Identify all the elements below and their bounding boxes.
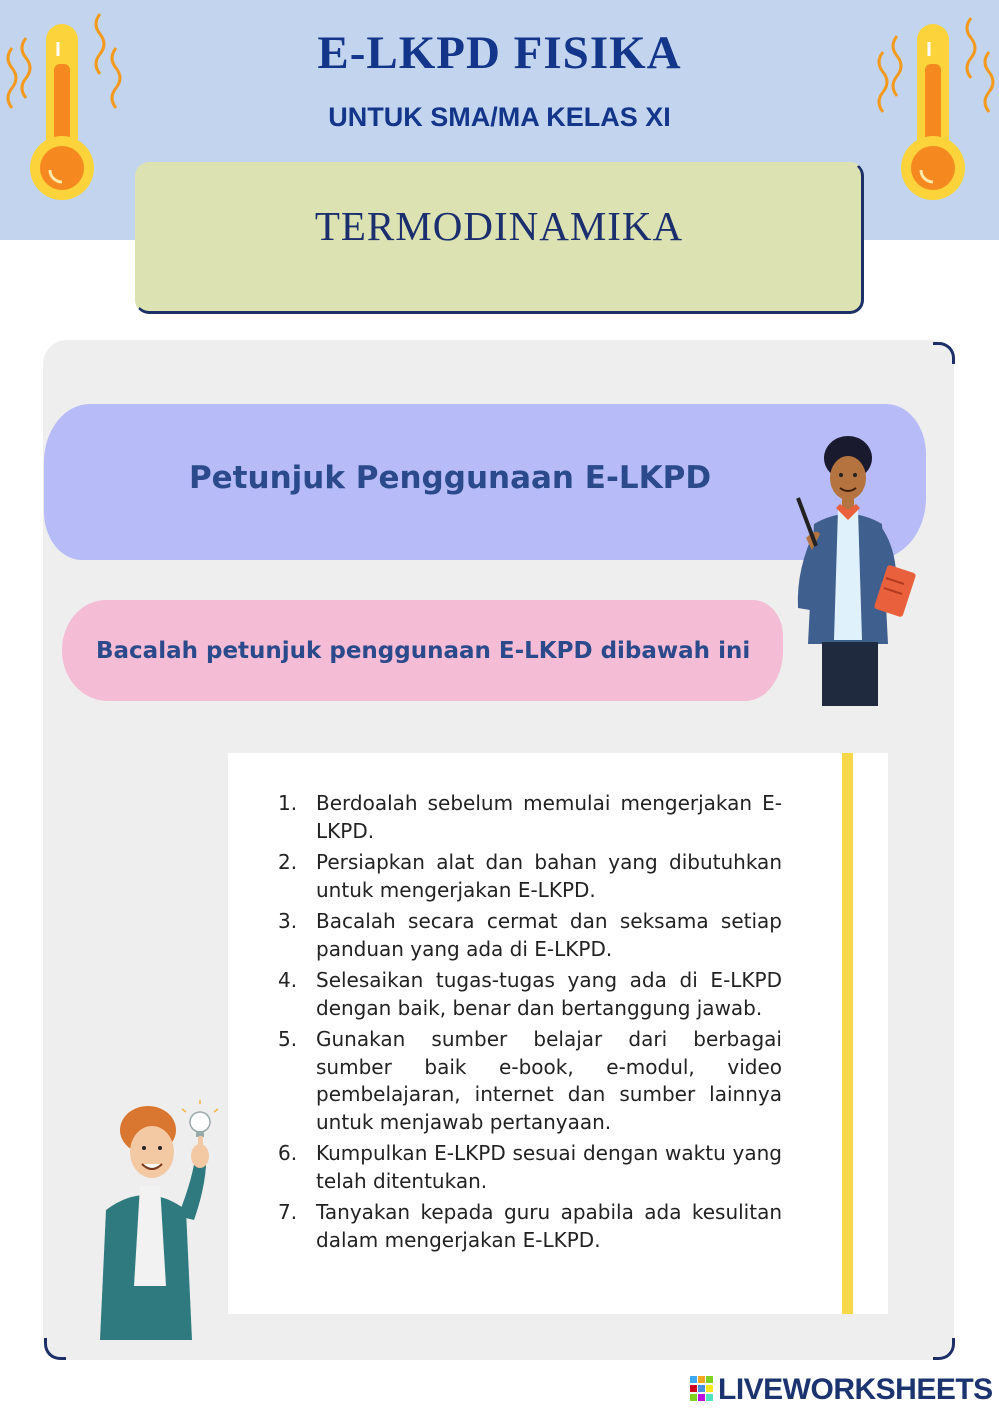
list-item: 5. Gunakan sumber belajar dari berbagai sumber baik e-book, e-modul, video pembelajaran, internet dan sumber lainnya untuk menjawab pertanyaan. — [278, 1027, 782, 1134]
brand-name: LIVEWORKSHEETS — [718, 1373, 993, 1406]
steps-list — [276, 790, 782, 1258]
idea-boy-illustration — [96, 1100, 226, 1340]
instruction-text: Bacalah petunjuk penggunaan E-LKPD dibawah ini — [96, 638, 751, 664]
decorative-bar — [842, 753, 853, 1314]
list-item: 2. Persiapkan alat dan bahan yang dibutuhkan untuk mengerjakan E-LKPD. — [278, 850, 782, 902]
topic-box — [135, 162, 864, 314]
list-item: 7. Tanyakan kepada guru apabila ada kesulitan dalam mengerjakan E-LKPD. — [278, 1200, 782, 1252]
page-title: E-LKPD FISIKA — [317, 27, 682, 79]
page-subtitle: UNTUK SMA/MA KELAS XI — [328, 102, 671, 132]
teacher-illustration — [786, 428, 926, 708]
liveworksheets-brand[interactable] — [690, 1372, 993, 1408]
list-item: 6. Kumpulkan E-LKPD sesuai dengan waktu yang telah ditentukan. — [278, 1141, 782, 1193]
panel-corner-decoration — [933, 1338, 955, 1360]
liveworksheets-logo-icon — [690, 1376, 714, 1404]
topic-title: TERMODINAMIKA — [314, 203, 684, 249]
section-heading: Petunjuk Penggunaan E-LKPD — [188, 460, 712, 496]
list-item: 3. Bacalah secara cermat dan seksama setiap panduan yang ada di E-LKPD. — [278, 909, 782, 961]
panel-corner-decoration — [44, 1338, 66, 1360]
list-item: 4. Selesaikan tugas-tugas yang ada di E-LKPD dengan baik, benar dan bertanggung jawab. — [278, 968, 782, 1020]
panel-corner-decoration — [933, 342, 955, 364]
list-item: 1. Berdoalah sebelum memulai mengerjakan E-LKPD. — [278, 791, 782, 843]
